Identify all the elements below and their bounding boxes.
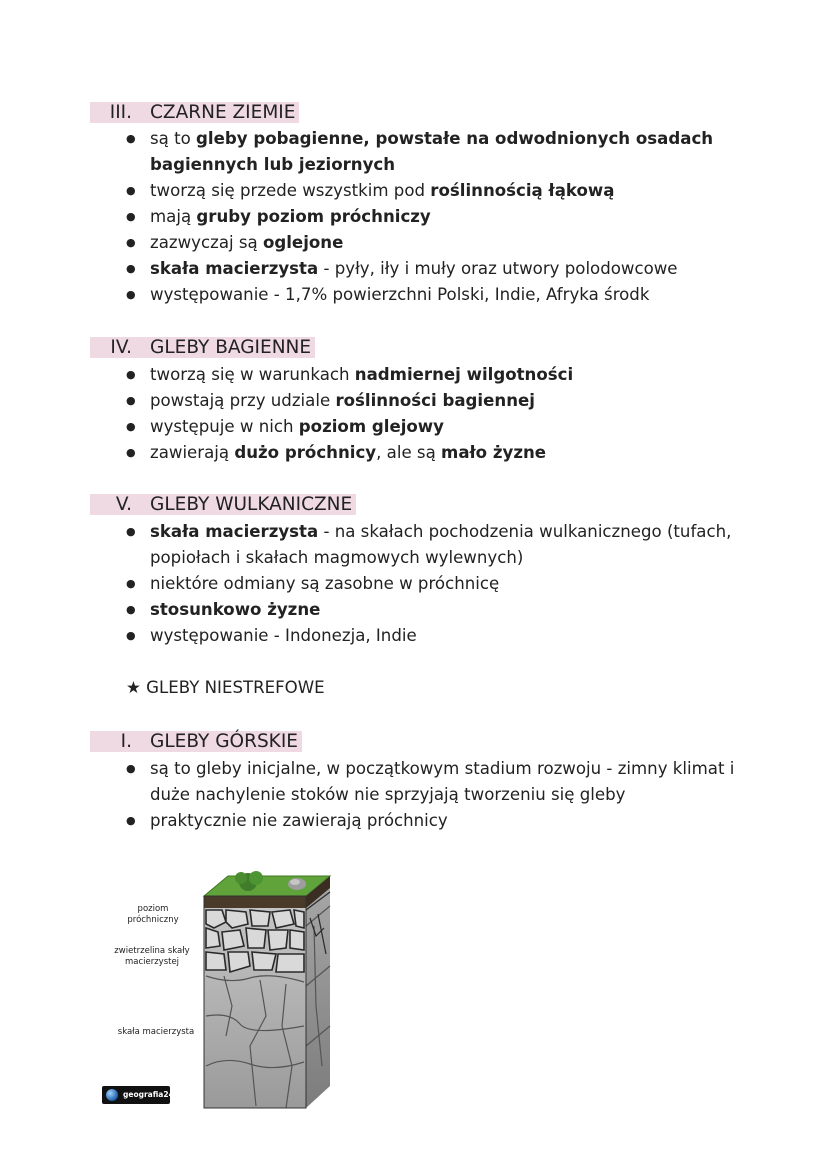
text-run: tworzą się w warunkach	[150, 365, 355, 384]
logo-text: geografia24.pl	[123, 1090, 185, 1099]
source-logo	[102, 1086, 185, 1104]
bullet-item	[126, 230, 740, 256]
section-numeral: III.	[109, 102, 132, 123]
star-heading	[126, 675, 325, 701]
bold-text: poziom glejowy	[298, 417, 444, 436]
bullet-list-iii	[126, 126, 740, 308]
bold-text: skała macierzysta	[150, 522, 319, 541]
bold-text: oglejone	[262, 233, 344, 252]
bullet-item	[126, 414, 740, 440]
bullet-item	[126, 623, 740, 649]
section-numeral: V.	[115, 494, 132, 515]
text-run: są to	[150, 129, 197, 148]
section-numeral: IV.	[110, 337, 132, 358]
text-run: są to gleby inicjalne, w początkowym stadium rozwoju - zimny klimat i duże nachylenie stoków nie sprzyjają tworzeniu się gleby	[150, 759, 735, 804]
bold-text: mało żyzne	[441, 443, 547, 462]
soil-block-illustration	[100, 866, 340, 1111]
text-run: występowanie - Indonezja, Indie	[150, 626, 417, 645]
bullet-item	[126, 282, 740, 308]
section-title: GLEBY GÓRSKIE	[150, 731, 298, 752]
bullet-item	[126, 808, 740, 834]
text-run: - pyły, iły i muły oraz utwory polodowcowe	[318, 259, 678, 278]
bullet-item	[126, 597, 740, 623]
text-run: zazwyczaj są	[150, 233, 263, 252]
text-run: występuje w nich	[150, 417, 299, 436]
bullet-item	[126, 126, 740, 178]
bold-text: skała macierzysta	[150, 259, 319, 278]
text-run: zawierają	[150, 443, 235, 462]
bold-text: gruby poziom próchniczy	[196, 207, 431, 226]
text-run: występowanie - 1,7% powierzchni Polski, Indie, Afryka środk	[150, 285, 650, 304]
bullet-item	[126, 571, 740, 597]
text-run: praktycznie nie zawierają próchnicy	[150, 811, 448, 830]
section-title: CZARNE ZIEMIE	[150, 102, 296, 123]
bold-text: dużo próchnicy	[234, 443, 377, 462]
bold-text: stosunkowo żyzne	[150, 600, 321, 619]
star-icon: ★	[126, 678, 141, 697]
text-run: powstają przy udziale	[150, 391, 336, 410]
bold-text: gleby pobagienne, powstałe na odwodnionych osadach bagiennych lub jeziornych	[150, 129, 714, 174]
text-run: mają	[150, 207, 197, 226]
label-bedrock: skała macierzysta	[117, 1027, 195, 1037]
bullet-list-iv	[126, 362, 740, 466]
bullet-item	[126, 440, 740, 466]
label-weathered: zwietrzelina skały macierzystej	[114, 946, 190, 967]
text-run: - na skałach pochodzenia wulkanicznego (tufach, popiołach i skałach magmowych wylewnych)	[150, 522, 732, 567]
text-run: , ale są	[376, 443, 442, 462]
section-heading-v	[90, 492, 356, 518]
text-run: tworzą się przede wszystkim pod	[150, 181, 431, 200]
bold-text: roślinności bagiennej	[335, 391, 535, 410]
bullet-list-i	[126, 756, 740, 834]
bullet-item	[126, 256, 740, 282]
bullet-item	[126, 204, 740, 230]
section-heading-iv	[90, 335, 315, 361]
globe-icon	[106, 1089, 118, 1101]
bullet-item	[126, 362, 740, 388]
bold-text: roślinnością łąkową	[430, 181, 615, 200]
section-title: GLEBY BAGIENNE	[150, 337, 312, 358]
bullet-item	[126, 756, 740, 808]
soil-profile-figure	[100, 866, 340, 1111]
bullet-item	[126, 388, 740, 414]
section-title: GLEBY WULKANICZNE	[150, 494, 353, 515]
bold-text: nadmiernej wilgotności	[354, 365, 574, 384]
bullet-item	[126, 519, 740, 571]
bullet-list-v	[126, 519, 740, 649]
star-heading-text: GLEBY NIESTREFOWE	[146, 678, 325, 697]
section-numeral: I.	[120, 731, 132, 752]
label-humus: poziom próchniczny	[127, 904, 179, 925]
section-heading-i	[90, 729, 302, 755]
text-run: niektóre odmiany są zasobne w próchnicę	[150, 574, 500, 593]
section-heading-iii	[90, 100, 299, 126]
bullet-item	[126, 178, 740, 204]
